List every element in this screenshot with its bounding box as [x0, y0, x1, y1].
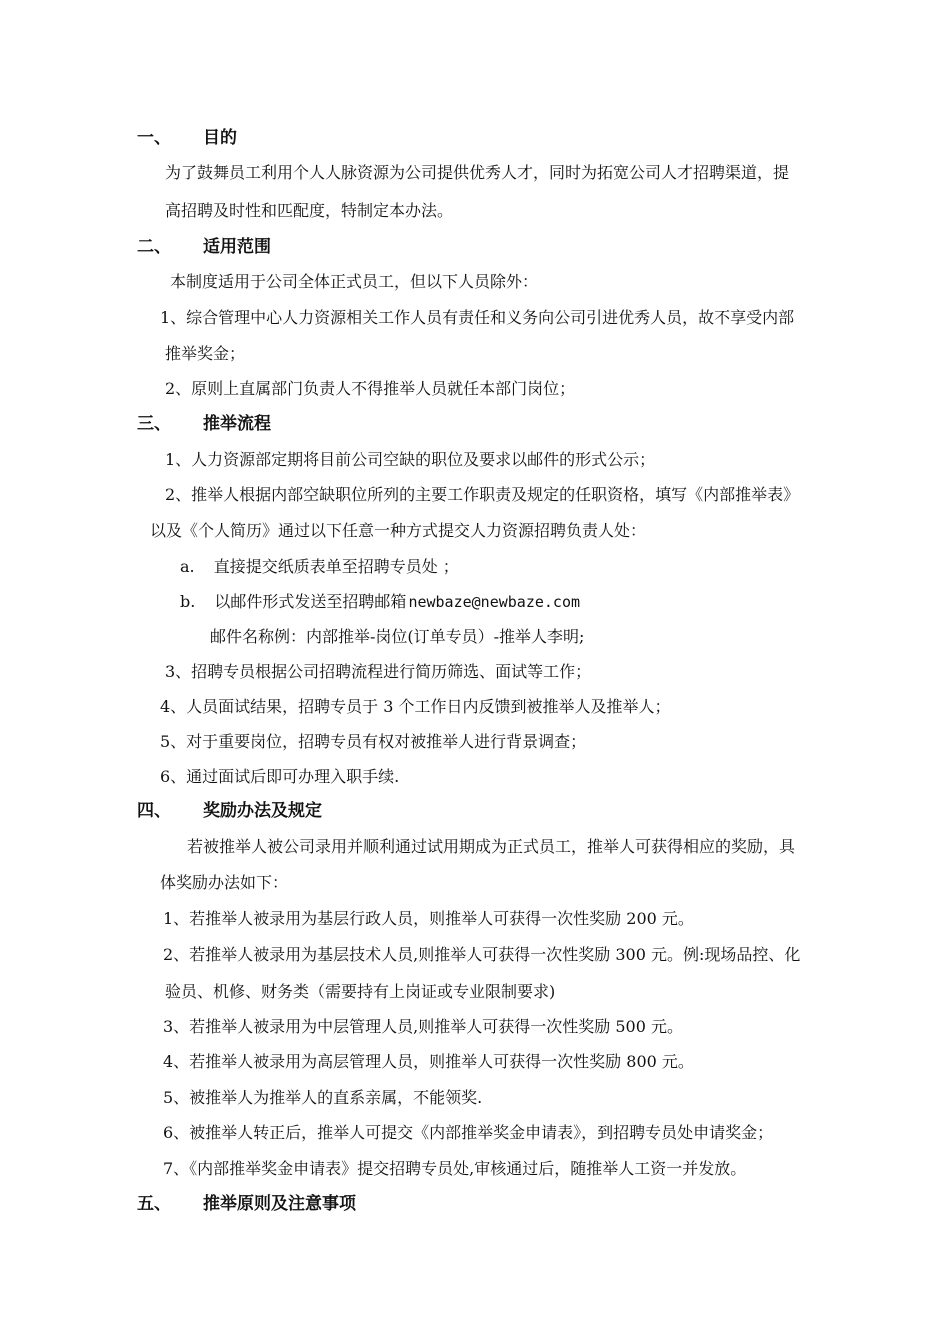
email-address: newbaze@newbaze.com: [408, 593, 581, 611]
section-number: 五、: [137, 1194, 171, 1214]
list-item: 2、若推举人被录用为基层技术人员,则推举人可获得一次性奖励 300 元。例:现场品控、化: [163, 945, 801, 964]
email-subject-example: 邮件名称例：内部推举-岗位(订单专员）-推举人李明;: [210, 627, 585, 646]
sub-list-label: a.: [180, 557, 195, 576]
section-title: 适用范围: [203, 237, 271, 257]
list-item: 3、若推举人被录用为中层管理人员,则推举人可获得一次性奖励 500 元。: [163, 1017, 683, 1036]
sub-list-label: b.: [180, 592, 196, 611]
section-number: 三、: [137, 414, 171, 434]
list-item: 5、对于重要岗位，招聘专员有权对被推举人进行背景调查；: [160, 732, 587, 751]
list-item: 6、被推举人转正后，推举人可提交《内部推举奖金申请表》，到招聘专员处申请奖金；: [163, 1123, 774, 1142]
section-number: 二、: [137, 237, 171, 257]
sub-list-text: 以邮件形式发送至招聘邮箱: [214, 592, 407, 611]
section-number: 四、: [137, 801, 171, 821]
list-item: 4、若推举人被录用为高层管理人员，则推举人可获得一次性奖励 800 元。: [163, 1052, 694, 1071]
list-item: 7、《内部推举奖金申请表》提交招聘专员处,审核通过后，随推举人工资一并发放。: [163, 1159, 747, 1178]
paragraph-line: 若被推举人被公司录用并顺利通过试用期成为正式员工，推举人可获得相应的奖励，具: [187, 837, 796, 856]
section-title: 推举流程: [203, 414, 271, 434]
section-title: 奖励办法及规定: [203, 801, 322, 821]
list-item: 1、若推举人被录用为基层行政人员，则推举人可获得一次性奖励 200 元。: [163, 909, 694, 928]
list-item: 1、综合管理中心人力资源相关工作人员有责任和义务向公司引进优秀人员，故不享受内部: [160, 308, 795, 327]
list-item: 3、招聘专员根据公司招聘流程进行简历筛选、面试等工作；: [165, 662, 592, 681]
list-item: 2、原则上直属部门负责人不得推举人员就任本部门岗位；: [165, 379, 576, 398]
list-item: 5、被推举人为推举人的直系亲属，不能领奖.: [163, 1088, 483, 1107]
paragraph-line: 本制度适用于公司全体正式员工，但以下人员除外：: [170, 272, 539, 291]
list-item: 4、人员面试结果，招聘专员于 3 个工作日内反馈到被推举人及推举人；: [160, 697, 671, 716]
sub-list-item-a: [180, 556, 459, 578]
list-item: 1、人力资源部定期将目前公司空缺的职位及要求以邮件的形式公示；: [165, 450, 656, 469]
sub-list-item-b: [180, 591, 580, 613]
section-number: 一、: [137, 128, 171, 148]
section-title: 推举原则及注意事项: [203, 1194, 356, 1214]
list-item-continued: 以及《个人简历》通过以下任意一种方式提交人力资源招聘负责人处：: [150, 521, 647, 540]
list-item: 2、推举人根据内部空缺职位所列的主要工作职责及规定的任职资格，填写《内部推举表》: [165, 485, 800, 504]
paragraph-line: 高招聘及时性和匹配度，特制定本办法。: [165, 201, 454, 220]
paragraph-line: 为了鼓舞员工利用个人人脉资源为公司提供优秀人才，同时为拓宽公司人才招聘渠道，提: [165, 163, 790, 182]
paragraph-line: 体奖励办法如下：: [160, 873, 289, 892]
list-item-continued: 推举奖金；: [165, 344, 246, 363]
section-title: 目的: [203, 128, 237, 148]
list-item: 6、通过面试后即可办理入职手续.: [160, 767, 400, 786]
sub-list-text: 直接提交纸质表单至招聘专员处 ；: [213, 557, 459, 576]
list-item-continued: 验员、机修、财务类（需要持有上岗证或专业限制要求): [165, 982, 556, 1001]
